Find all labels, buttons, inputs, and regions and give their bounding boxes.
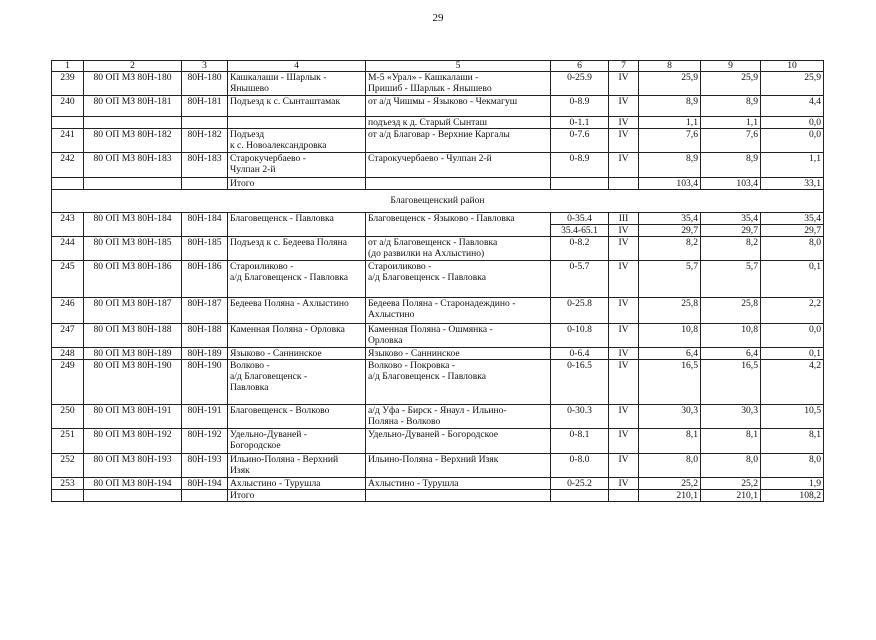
- table-cell: 0-8.9: [551, 153, 609, 178]
- table-cell: 29,7: [639, 225, 701, 237]
- table-cell: 1,1: [639, 117, 701, 129]
- section-title: Благовещенский район: [52, 190, 824, 213]
- table-cell: 16,5: [639, 360, 701, 405]
- table-cell: [182, 117, 228, 129]
- column-header: 10: [761, 61, 824, 72]
- table-cell: [84, 490, 182, 502]
- table-cell: 80 ОП МЗ 80Н-190: [84, 360, 182, 405]
- table-cell: 0,0: [761, 129, 824, 153]
- table-cell: 0-25.2: [551, 478, 609, 490]
- table-cell: [551, 178, 609, 190]
- table-cell: Ахлыстино - Турушла: [228, 478, 366, 490]
- table-row: [52, 324, 824, 348]
- table-cell: 80Н-186: [182, 261, 228, 298]
- table-cell: 246: [52, 298, 84, 324]
- table-row: [52, 261, 824, 298]
- column-header: 6: [551, 61, 609, 72]
- table-cell: Старокучербаево - Чулпан 2-й: [228, 153, 366, 178]
- table-body: [52, 61, 824, 502]
- table-cell: а/д Уфа - Бирск - Янаул - Ильино- Поляна - Волково: [366, 405, 551, 429]
- table-cell: 242: [52, 153, 84, 178]
- table-cell: 35,4: [639, 213, 701, 225]
- table-cell: Волково - а/д Благовещенск - Павловка: [228, 360, 366, 405]
- table-cell: Языково - Саннинское: [228, 348, 366, 360]
- table-cell: [182, 490, 228, 502]
- table-cell: IV: [609, 405, 639, 429]
- table-cell: М-5 «Урал» - Кашкалаши - Пришиб - Шарлык - Янышево: [366, 72, 551, 96]
- table-cell: 33,1: [761, 178, 824, 190]
- table-cell: 240: [52, 96, 84, 117]
- table-cell: IV: [609, 298, 639, 324]
- table-cell: 80 ОП МЗ 80Н-185: [84, 237, 182, 261]
- table-cell: 2,2: [761, 298, 824, 324]
- table-cell: 8,0: [701, 454, 761, 478]
- table-cell: 25,2: [639, 478, 701, 490]
- table-cell: 35,4: [761, 213, 824, 225]
- table-cell: IV: [609, 454, 639, 478]
- table-cell: [52, 490, 84, 502]
- table-cell: III: [609, 213, 639, 225]
- table-cell: [52, 178, 84, 190]
- column-header: 1: [52, 61, 84, 72]
- table-cell: 80Н-194: [182, 478, 228, 490]
- table-cell: от а/д Чишмы - Языково - Чекмагуш: [366, 96, 551, 117]
- table-cell: 80 ОП МЗ 80Н-184: [84, 213, 182, 237]
- table-row: [52, 454, 824, 478]
- table-cell: 249: [52, 360, 84, 405]
- table-cell: 80 ОП МЗ 80Н-191: [84, 405, 182, 429]
- table-cell: 80 ОП МЗ 80Н-192: [84, 429, 182, 454]
- table-cell: 80Н-188: [182, 324, 228, 348]
- table-cell: 0-16.5: [551, 360, 609, 405]
- table-cell: Удельно-Дуваней - Богородское: [228, 429, 366, 454]
- table-cell: 0-10.8: [551, 324, 609, 348]
- table-cell: Подъезд к с. Сынташтамак: [228, 96, 366, 117]
- table-cell: 8,0: [761, 237, 824, 261]
- table-cell: [52, 117, 84, 129]
- table-cell: IV: [609, 429, 639, 454]
- table-cell: 0-8.2: [551, 237, 609, 261]
- table-cell: 80 ОП МЗ 80Н-181: [84, 96, 182, 117]
- table-row: [52, 429, 824, 454]
- table-cell: 29,7: [761, 225, 824, 237]
- table-cell: 241: [52, 129, 84, 153]
- table-row: [52, 72, 824, 96]
- table-cell: от а/д Благовар - Верхние Каргалы: [366, 129, 551, 153]
- table-cell: Итого: [228, 178, 366, 190]
- table-cell: 0-30.3: [551, 405, 609, 429]
- table-cell: 8,1: [639, 429, 701, 454]
- table-cell: 4,4: [761, 96, 824, 117]
- table-cell: 243: [52, 213, 84, 237]
- table-cell: Итого: [228, 490, 366, 502]
- table-cell: IV: [609, 237, 639, 261]
- page-number: 29: [432, 12, 444, 24]
- table-cell: 25,9: [639, 72, 701, 96]
- table-cell: Бедеева Поляна - Старонадеждино - Ахлыстино: [366, 298, 551, 324]
- table-row: [52, 213, 824, 225]
- table-cell: [84, 117, 182, 129]
- column-header: 5: [366, 61, 551, 72]
- table-cell: Староиликово - а/д Благовещенск - Павловка: [366, 261, 551, 298]
- table-cell: 30,3: [639, 405, 701, 429]
- table-cell: 1,1: [761, 153, 824, 178]
- total-row: [52, 178, 824, 190]
- table-cell: 80Н-185: [182, 237, 228, 261]
- table-cell: 8,9: [701, 96, 761, 117]
- table-cell: подъезд к д. Старый Сынташ: [366, 117, 551, 129]
- table-cell: IV: [609, 261, 639, 298]
- table-cell: 0-35.4: [551, 213, 609, 225]
- table-cell: 103,4: [639, 178, 701, 190]
- table-cell: 80Н-189: [182, 348, 228, 360]
- table-cell: 80 ОП МЗ 80Н-188: [84, 324, 182, 348]
- table-cell: 10,5: [761, 405, 824, 429]
- table-cell: Волково - Покровка - а/д Благовещенск - Павловка: [366, 360, 551, 405]
- table-cell: 80 ОП МЗ 80Н-186: [84, 261, 182, 298]
- table-cell: 80 ОП МЗ 80Н-183: [84, 153, 182, 178]
- table-row: [52, 360, 824, 405]
- table-cell: [366, 490, 551, 502]
- table-row: [52, 298, 824, 324]
- table-cell: 0,1: [761, 261, 824, 298]
- table-row: [52, 478, 824, 490]
- table-cell: 80Н-182: [182, 129, 228, 153]
- table-cell: Благовещенск - Языково - Павловка: [366, 213, 551, 237]
- table-cell: 10,8: [639, 324, 701, 348]
- table-cell: 10,8: [701, 324, 761, 348]
- table-cell: 0-7.6: [551, 129, 609, 153]
- table-cell: 250: [52, 405, 84, 429]
- table-cell: Подъезд к с. Бедеева Поляна: [228, 237, 366, 261]
- table-cell: 8,1: [761, 429, 824, 454]
- table-cell: 1,9: [761, 478, 824, 490]
- table-cell: [182, 178, 228, 190]
- table-row: [52, 348, 824, 360]
- table-cell: 80Н-184: [182, 213, 228, 237]
- table-cell: 0-8.9: [551, 96, 609, 117]
- table-cell: 80 ОП МЗ 80Н-180: [84, 72, 182, 96]
- table-cell: 8,2: [639, 237, 701, 261]
- table-cell: 8,9: [639, 153, 701, 178]
- table-cell: Подъезд к с. Новоалександровка: [228, 129, 366, 153]
- column-header: 9: [701, 61, 761, 72]
- table-cell: Старокучербаево - Чулпан 2-й: [366, 153, 551, 178]
- table-row: [52, 129, 824, 153]
- table-cell: 80Н-187: [182, 298, 228, 324]
- column-header: 7: [609, 61, 639, 72]
- table-cell: Ахлыстино - Турушла: [366, 478, 551, 490]
- table-cell: Каменная Поляна - Орловка: [228, 324, 366, 348]
- table-cell: 7,6: [639, 129, 701, 153]
- table-cell: 25,9: [701, 72, 761, 96]
- table-cell: 1,1: [701, 117, 761, 129]
- table-row: [52, 237, 824, 261]
- table-cell: Удельно-Дуваней - Богородское: [366, 429, 551, 454]
- table-cell: 80 ОП МЗ 80Н-187: [84, 298, 182, 324]
- table-cell: 0-1.1: [551, 117, 609, 129]
- table-cell: 8,2: [701, 237, 761, 261]
- header-row: [52, 61, 824, 72]
- table-cell: 7,6: [701, 129, 761, 153]
- table-cell: 248: [52, 348, 84, 360]
- table-cell: [84, 178, 182, 190]
- table-cell: [366, 178, 551, 190]
- table-cell: Ильино-Поляна - Верхний Изяк: [366, 454, 551, 478]
- table-cell: 0-25.9: [551, 72, 609, 96]
- total-row: [52, 490, 824, 502]
- table-row: [52, 153, 824, 178]
- table-cell: 8,1: [701, 429, 761, 454]
- table-cell: 25,8: [639, 298, 701, 324]
- section-row: [52, 190, 824, 213]
- table-cell: 245: [52, 261, 84, 298]
- table-cell: 25,8: [701, 298, 761, 324]
- table-cell: 253: [52, 478, 84, 490]
- table-cell: 8,0: [639, 454, 701, 478]
- table-cell: 5,7: [639, 261, 701, 298]
- table-cell: 252: [52, 454, 84, 478]
- table-cell: 30,3: [701, 405, 761, 429]
- table-cell: 4,2: [761, 360, 824, 405]
- table-cell: 80 ОП МЗ 80Н-182: [84, 129, 182, 153]
- table-row: [52, 117, 824, 129]
- table-cell: 80Н-181: [182, 96, 228, 117]
- column-header: 2: [84, 61, 182, 72]
- table-row: [52, 96, 824, 117]
- table-cell: 25,2: [701, 478, 761, 490]
- table-cell: 80Н-190: [182, 360, 228, 405]
- table-cell: Благовещенск - Павловка: [228, 213, 366, 237]
- table-cell: [228, 117, 366, 129]
- table-cell: 80Н-183: [182, 153, 228, 178]
- table-cell: 8,9: [639, 96, 701, 117]
- table-cell: 0,0: [761, 117, 824, 129]
- table-cell: 25,9: [761, 72, 824, 96]
- table-cell: 8,9: [701, 153, 761, 178]
- table-cell: 80Н-191: [182, 405, 228, 429]
- table-cell: 103,4: [701, 178, 761, 190]
- table-cell: 210,1: [639, 490, 701, 502]
- table-cell: 29,7: [701, 225, 761, 237]
- table-cell: IV: [609, 129, 639, 153]
- table-cell: 0,1: [761, 348, 824, 360]
- table-cell: IV: [609, 225, 639, 237]
- table-cell: IV: [609, 360, 639, 405]
- table-cell: [609, 178, 639, 190]
- table-cell: 80 ОП МЗ 80Н-189: [84, 348, 182, 360]
- table-cell: 16,5: [701, 360, 761, 405]
- table-cell: 108,2: [761, 490, 824, 502]
- table-cell: 0-8.0: [551, 454, 609, 478]
- table-cell: Староиликово - а/д Благовещенск - Павловка: [228, 261, 366, 298]
- table-cell: 247: [52, 324, 84, 348]
- table-cell: 0-5.7: [551, 261, 609, 298]
- table-cell: Каменная Поляна - Ошмянка - Орловка: [366, 324, 551, 348]
- table-cell: IV: [609, 324, 639, 348]
- table-cell: от а/д Благовещенск - Павловка (до развилки на Ахлыстино): [366, 237, 551, 261]
- column-header: 4: [228, 61, 366, 72]
- table-cell: Кашкалаши - Шарлык - Янышево: [228, 72, 366, 96]
- table-cell: IV: [609, 348, 639, 360]
- table-cell: 6,4: [701, 348, 761, 360]
- table-cell: [551, 490, 609, 502]
- table-cell: 80Н-180: [182, 72, 228, 96]
- table-cell: 80 ОП МЗ 80Н-194: [84, 478, 182, 490]
- table-cell: 210,1: [701, 490, 761, 502]
- column-header: 3: [182, 61, 228, 72]
- table-cell: 0-8.1: [551, 429, 609, 454]
- table-cell: 35,4: [701, 213, 761, 225]
- table-cell: 35.4-65.1: [551, 225, 609, 237]
- table-cell: 80Н-193: [182, 454, 228, 478]
- table-cell: 6,4: [639, 348, 701, 360]
- table-cell: IV: [609, 72, 639, 96]
- table-cell: 239: [52, 72, 84, 96]
- table-cell: 8,0: [761, 454, 824, 478]
- table-cell: 0-6.4: [551, 348, 609, 360]
- roads-table: [51, 60, 824, 502]
- table-cell: 0,0: [761, 324, 824, 348]
- table-cell: 251: [52, 429, 84, 454]
- table-cell: IV: [609, 478, 639, 490]
- table-cell: 0-25.8: [551, 298, 609, 324]
- column-header: 8: [639, 61, 701, 72]
- table-cell: Бедеева Поляна - Ахлыстино: [228, 298, 366, 324]
- table-cell: 244: [52, 237, 84, 261]
- table-cell: 80Н-192: [182, 429, 228, 454]
- table-cell: IV: [609, 96, 639, 117]
- table-cell: Языково - Саннинское: [366, 348, 551, 360]
- table-cell: [609, 490, 639, 502]
- table-cell: 5,7: [701, 261, 761, 298]
- table-cell: IV: [609, 153, 639, 178]
- table-cell: Ильино-Поляна - Верхний Изяк: [228, 454, 366, 478]
- table-cell: Благовещенск - Волково: [228, 405, 366, 429]
- table-cell: IV: [609, 117, 639, 129]
- table-cell: 80 ОП МЗ 80Н-193: [84, 454, 182, 478]
- table-row: [52, 405, 824, 429]
